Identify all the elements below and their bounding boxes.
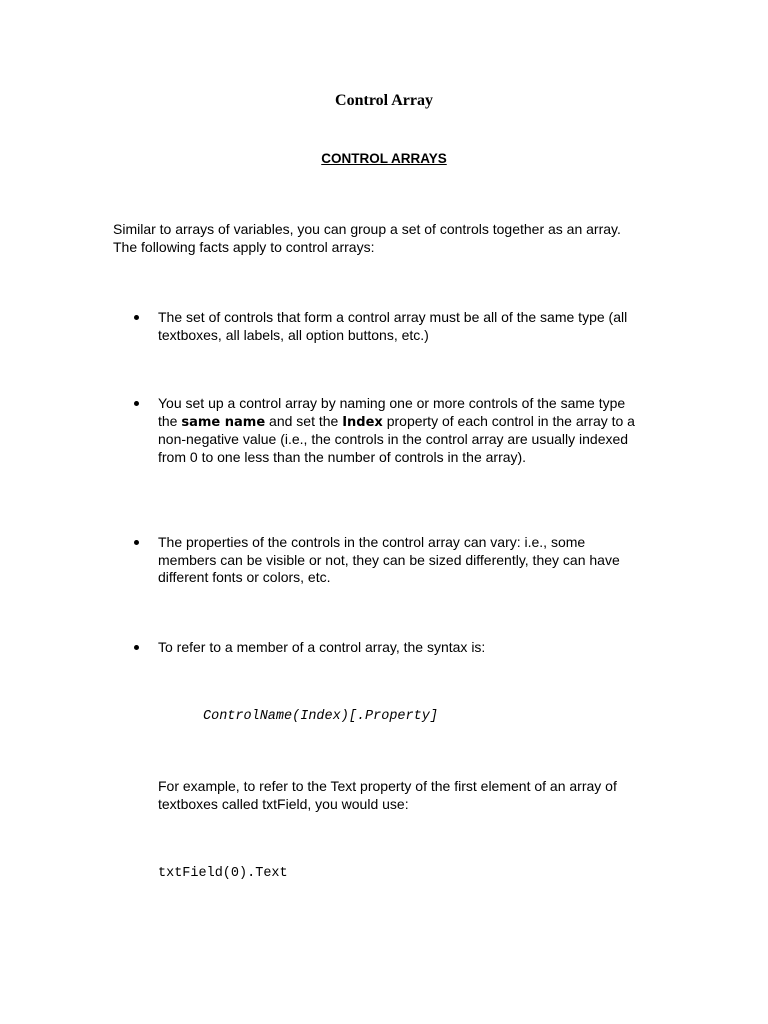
bullet-text: The set of controls that form a control array must be all of the same type (all textboxes, all labels, all option buttons, etc.) (158, 309, 628, 343)
bullet-item-same-type (158, 309, 636, 344)
bullet-icon (134, 645, 139, 650)
bullet-icon (134, 540, 139, 545)
bullet-text-part: and set the (265, 412, 343, 429)
bullet-icon (134, 401, 139, 406)
bullet-item-index (158, 395, 636, 466)
section-heading: CONTROL ARRAYS (321, 151, 447, 166)
bullet-item-properties (158, 534, 636, 587)
example-paragraph: For example, to refer to the Text property of the first element of an array of textboxes called txtField, you would use: (158, 778, 617, 812)
bullet-icon (134, 315, 139, 320)
bullet-text: The properties of the controls in the control array can vary: i.e., some members can be visible or not, they can be sized differently, they can have different fonts or colors, etc. (158, 534, 620, 585)
bold-term-same-name: same name (181, 414, 266, 430)
syntax-code: ControlName(Index)[.Property] (203, 709, 438, 724)
example-code: txtField(0).Text (158, 866, 288, 881)
bullet-item-syntax (158, 639, 636, 657)
bold-term-index: Index (342, 414, 383, 430)
bullet-text-part: property of each control in the array to a non-negative value (i.e., the controls in the control array are usually indexed from 0 to one less than the number of controls in the array). (158, 412, 635, 465)
intro-paragraph: Similar to arrays of variables, you can group a set of controls together as an array. The following facts apply to control arrays: (113, 221, 621, 255)
bullet-text: To refer to a member of a control array, the syntax is: (158, 639, 486, 655)
page-title: Control Array (335, 92, 433, 109)
bullet-text-part: You set up a control array by naming one or more controls of the same type the (158, 395, 626, 429)
